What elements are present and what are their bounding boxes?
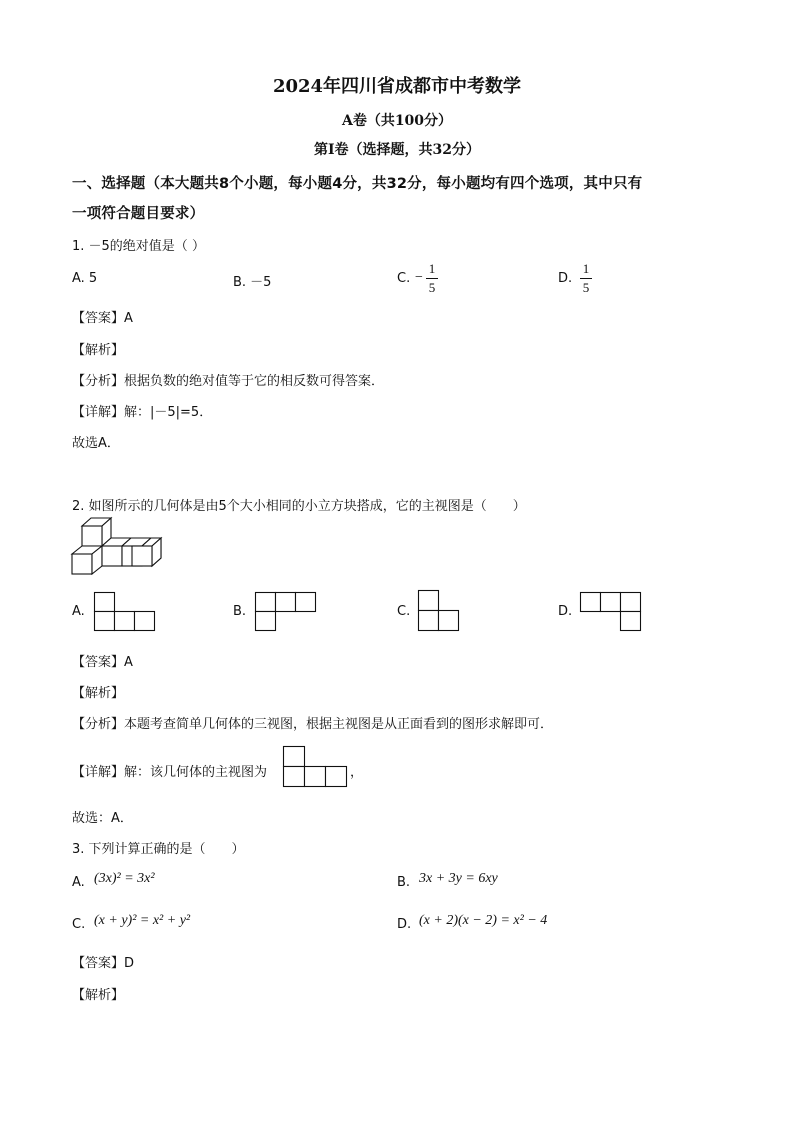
square [439,611,459,631]
q3-jiexi: 【解析】 [72,988,125,1003]
exam-title: 2024年四川省成都市中考数学 [272,76,522,97]
q1-option-c-numerator: 1 [428,261,436,276]
q2-xiangjie-suffix: ， [350,765,364,780]
q2-fenxi: 【分析】本题考查简单几何体的三视图，根据主视图是从正面看到的图形求解即可． [72,717,554,732]
fraction-bar [580,278,592,279]
q1-option-c-sign: − [415,270,423,285]
q3-answer: 【答案】D [72,956,135,971]
q1-option-b: B. －5 [233,275,272,290]
q2-option-d-figure [580,592,642,632]
q3-option-a-expr: (3x)² = 3x² [94,871,155,886]
q1-fenxi: 【分析】根据负数的绝对值等于它的相反数可得答案． [72,374,385,389]
q2-option-d-label: D. [558,604,573,619]
q1-stem: 1. －5的绝对值是（ ） [72,239,205,254]
square [276,593,296,612]
q3-option-b-label: B. [397,875,411,890]
q1-option-c-fraction [426,262,438,295]
q2-answer: 【答案】A [72,655,133,670]
square [256,593,276,612]
square [115,612,135,631]
square [581,593,601,612]
square [135,612,155,631]
q2-xiangjie-prefix: 【详解】解：该几何体的主视图为 [72,765,268,780]
q3-option-b-expr: 3x + 3y = 6xy [419,871,498,886]
cube-front-face [82,526,102,546]
q1-jiexi: 【解析】 [72,343,125,358]
square [296,593,316,612]
square [419,611,439,631]
q2-option-c-figure [418,590,460,632]
q1-option-d-fraction [580,262,592,295]
q1-option-c-label: C. [397,271,411,286]
cube-front-face [102,546,122,566]
q2-option-a-label: A. [72,604,85,619]
q2-option-a-figure [94,592,155,632]
q3-option-d-label: D. [397,917,412,932]
q2-option-b-label: B. [233,604,247,619]
q1-guxuan: 故选A． [72,436,120,451]
q2-stem: 2. 如图所示的几何体是由5个大小相同的小立方块搭成，它的主视图是（ ） [72,499,526,514]
q1-option-d-label: D. [558,271,573,286]
square [95,593,115,612]
q1-answer: 【答案】A [72,311,133,326]
q3-option-d-expr: (x + 2)(x − 2) = x² − 4 [419,913,548,928]
fraction-bar [426,278,438,279]
paper-a-heading: A卷（共100分） [341,113,453,129]
q2-guxuan: 故选：A． [72,811,133,826]
q1-option-d-numerator: 1 [582,261,590,276]
q3-option-c-label: C. [72,917,86,932]
square [305,767,326,787]
q2-option-c-label: C. [397,604,411,619]
square [326,767,347,787]
q2-solid-figure [72,518,167,580]
q2-jiexi: 【解析】 [72,686,125,701]
cube-front-face [132,546,152,566]
square [284,767,305,787]
square [284,747,305,767]
q1-xiangjie: 【详解】解：|－5|=5． [72,405,213,420]
square [256,612,276,631]
q2-option-b-figure [255,592,316,632]
square [601,593,621,612]
q1-option-c-denominator: 5 [428,280,436,295]
q3-option-a-label: A. [72,875,85,890]
q1-option-d-denominator: 5 [582,280,590,295]
q1-option-a: A. 5 [72,271,98,286]
square [95,612,115,631]
q3-stem: 3. 下列计算正确的是（ ） [72,842,245,857]
part-1-heading: 第I卷（选择题，共32分） [313,142,481,158]
cube-front-face [72,554,92,574]
square [621,593,641,612]
section-heading-line2: 一项符合题目要求） [72,206,205,222]
section-heading-line1: 一、选择题（本大题共8个小题，每小题4分，共32分，每小题均有四个选项，其中只有 [72,176,643,192]
square [621,612,641,631]
square [419,591,439,611]
q2-xiangjie-figure [283,746,349,788]
q3-option-c-expr: (x + y)² = x² + y² [94,913,191,928]
